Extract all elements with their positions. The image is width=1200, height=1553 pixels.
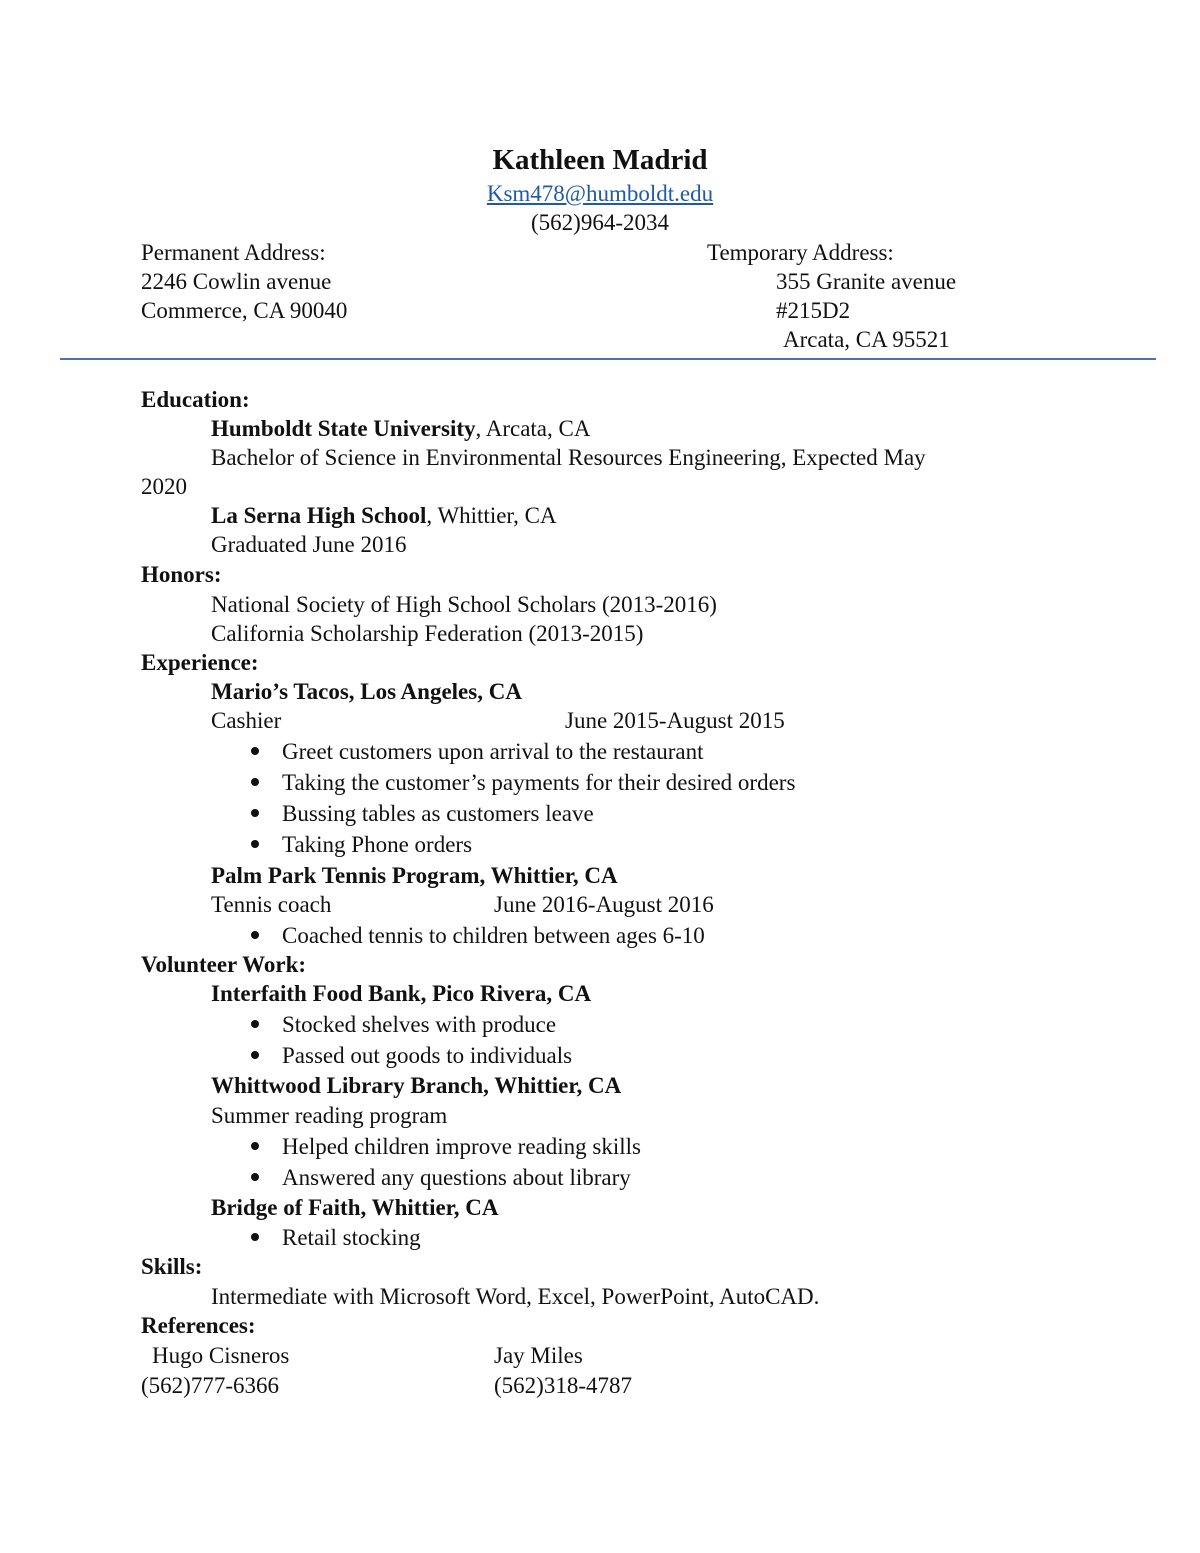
reference-name: Jay Miles <box>494 1343 583 1368</box>
education-degree-wrap: 2020 <box>141 474 187 499</box>
bullet-icon <box>251 809 259 817</box>
job-title: Mario’s Tacos, Los Angeles, CA <box>211 679 522 704</box>
volunteer-bullet: Answered any questions about library <box>282 1165 631 1190</box>
education-degree: Bachelor of Science in Environmental Resources Engineering, Expected May <box>211 445 926 470</box>
bullet-icon <box>251 1142 259 1150</box>
volunteer-bullet: Stocked shelves with produce <box>282 1012 557 1037</box>
volunteer-bullet: Helped children improve reading skills <box>282 1134 641 1159</box>
email-link[interactable]: Ksm478@humboldt.edu <box>486 181 714 206</box>
reference-phone: (562)318-4787 <box>494 1373 632 1398</box>
job-dates: June 2015-August 2015 <box>565 708 785 733</box>
section-heading-references: References: <box>141 1313 256 1338</box>
volunteer-org-title: Whittwood Library Branch, Whittier, CA <box>211 1073 622 1098</box>
temporary-address-label: Temporary Address: <box>707 240 894 265</box>
phone-number: (562)964-2034 <box>531 210 669 235</box>
job-role: Cashier <box>211 708 282 733</box>
reference-phone: (562)777-6366 <box>141 1373 279 1398</box>
bullet-icon <box>251 1233 259 1241</box>
skills-text: Intermediate with Microsoft Word, Excel, PowerPoint, AutoCAD. <box>211 1284 820 1309</box>
section-heading-skills: Skills: <box>141 1254 203 1279</box>
bullet-icon <box>251 1173 259 1181</box>
volunteer-org-title: Bridge of Faith, Whittier, CA <box>211 1195 499 1220</box>
job-bullet: Taking the customer’s payments for their desired orders <box>282 770 796 795</box>
honor-item: National Society of High School Scholars (2013-2016) <box>211 592 717 617</box>
resume-name: Kathleen Madrid <box>492 144 708 176</box>
bullet-icon <box>251 778 259 786</box>
section-heading-education: Education: <box>141 387 250 412</box>
job-bullet: Bussing tables as customers leave <box>282 801 594 826</box>
reference-name: Hugo Cisneros <box>152 1343 290 1368</box>
job-dates: June 2016-August 2016 <box>494 892 714 917</box>
temporary-address-line2: #215D2 <box>776 298 851 323</box>
permanent-address-line2: Commerce, CA 90040 <box>141 298 348 323</box>
bullet-icon <box>251 1020 259 1028</box>
header-divider <box>60 358 1156 360</box>
section-heading-experience: Experience: <box>141 650 259 675</box>
job-title: Palm Park Tennis Program, Whittier, CA <box>211 863 618 888</box>
bullet-icon <box>251 931 259 939</box>
volunteer-org-title: Interfaith Food Bank, Pico Rivera, CA <box>211 981 592 1006</box>
job-bullet: Coached tennis to children between ages 6-10 <box>282 923 705 948</box>
volunteer-bullet: Retail stocking <box>282 1225 421 1250</box>
permanent-address-label: Permanent Address: <box>141 240 326 265</box>
volunteer-role: Summer reading program <box>211 1103 448 1128</box>
email-line <box>0 179 1200 208</box>
school-name: Humboldt State University <box>211 416 476 441</box>
section-heading-honors: Honors: <box>141 562 222 587</box>
section-heading-volunteer: Volunteer Work: <box>141 952 307 977</box>
permanent-address-line1: 2246 Cowlin avenue <box>141 269 332 294</box>
job-bullet: Taking Phone orders <box>282 832 473 857</box>
school-location: , Whittier, CA <box>426 503 557 528</box>
school-name: La Serna High School <box>211 503 427 528</box>
job-role: Tennis coach <box>211 892 332 917</box>
school-location: , Arcata, CA <box>475 416 591 441</box>
job-bullet: Greet customers upon arrival to the restaurant <box>282 739 704 764</box>
education-school-1 <box>211 414 590 443</box>
honor-item: California Scholarship Federation (2013-2015) <box>211 621 644 646</box>
temporary-address-line3: Arcata, CA 95521 <box>783 327 950 352</box>
bullet-icon <box>251 1051 259 1059</box>
bullet-icon <box>251 840 259 848</box>
bullet-icon <box>251 747 259 755</box>
education-school-2 <box>211 501 557 530</box>
temporary-address-line1: 355 Granite avenue <box>776 269 957 294</box>
volunteer-bullet: Passed out goods to individuals <box>282 1043 573 1068</box>
education-graduation: Graduated June 2016 <box>211 532 407 557</box>
